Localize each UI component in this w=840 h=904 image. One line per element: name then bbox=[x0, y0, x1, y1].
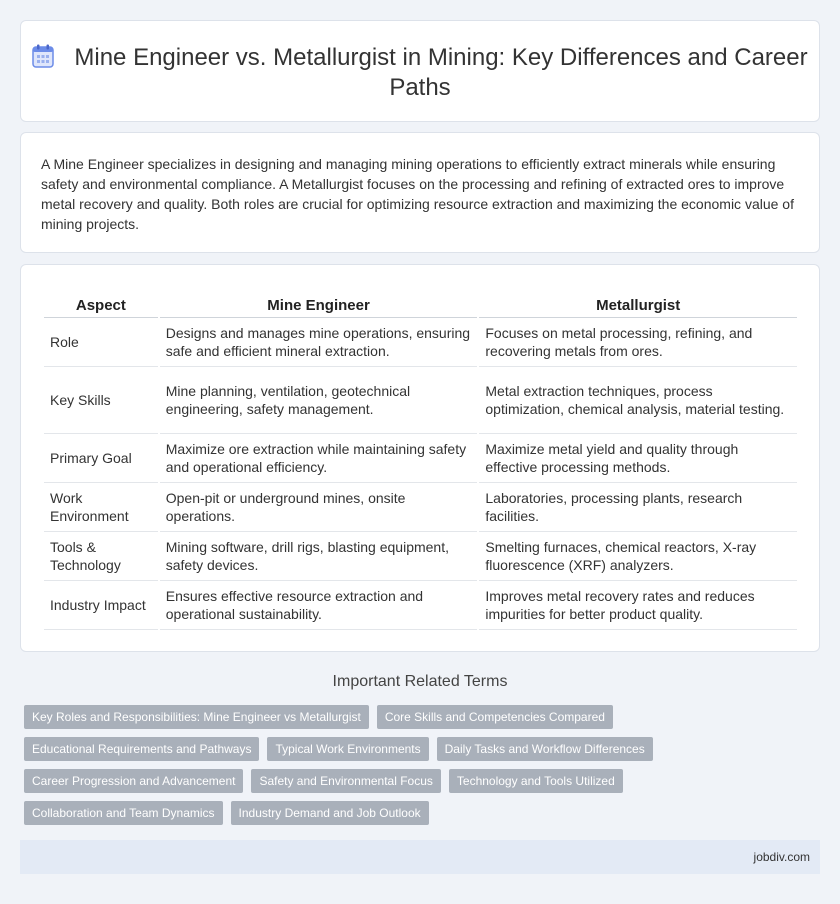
row-aspect: Primary Goal bbox=[44, 434, 158, 483]
tag-row bbox=[24, 705, 824, 729]
intro-card bbox=[20, 132, 820, 253]
related-tag[interactable]: Educational Requirements and Pathways bbox=[24, 737, 259, 761]
table-row bbox=[44, 367, 797, 434]
table-row bbox=[44, 483, 797, 532]
related-tag[interactable]: Collaboration and Team Dynamics bbox=[24, 801, 223, 825]
row-metallurgist: Focuses on metal processing, refining, and recovering metals from ores. bbox=[479, 318, 797, 367]
related-tag[interactable]: Technology and Tools Utilized bbox=[449, 769, 623, 793]
calendar-icon bbox=[32, 44, 54, 68]
row-aspect: Work Environment bbox=[44, 483, 158, 532]
row-mine-engineer: Designs and manages mine operations, ensuring safe and efficient mineral extraction. bbox=[160, 318, 478, 367]
header-metallurgist: Metallurgist bbox=[479, 294, 797, 318]
footer-site-link[interactable]: jobdiv.com bbox=[753, 850, 810, 864]
related-tag[interactable]: Key Roles and Responsibilities: Mine Engineer vs Metallurgist bbox=[24, 705, 369, 729]
table-header-row bbox=[44, 294, 797, 318]
table-row bbox=[44, 581, 797, 630]
related-tag[interactable]: Industry Demand and Job Outlook bbox=[231, 801, 429, 825]
tag-row bbox=[24, 801, 824, 825]
row-mine-engineer: Open-pit or underground mines, onsite operations. bbox=[160, 483, 478, 532]
related-tag[interactable]: Core Skills and Competencies Compared bbox=[377, 705, 613, 729]
header-mine-engineer: Mine Engineer bbox=[160, 294, 478, 318]
table-row bbox=[44, 532, 797, 581]
related-tags bbox=[24, 705, 824, 833]
row-aspect: Key Skills bbox=[44, 367, 158, 434]
row-mine-engineer: Ensures effective resource extraction and operational sustainability. bbox=[160, 581, 478, 630]
comparison-card bbox=[20, 264, 820, 652]
related-tag[interactable]: Typical Work Environments bbox=[267, 737, 428, 761]
row-aspect: Role bbox=[44, 318, 158, 367]
title-wrap bbox=[21, 43, 819, 103]
row-aspect: Industry Impact bbox=[44, 581, 158, 630]
row-aspect: Tools & Technology bbox=[44, 532, 158, 581]
row-mine-engineer: Mining software, drill rigs, blasting equipment, safety devices. bbox=[160, 532, 478, 581]
row-metallurgist: Maximize metal yield and quality through effective processing methods. bbox=[479, 434, 797, 483]
comparison-table bbox=[42, 294, 799, 630]
row-metallurgist: Smelting furnaces, chemical reactors, X-ray fluorescence (XRF) analyzers. bbox=[479, 532, 797, 581]
row-metallurgist: Laboratories, processing plants, research facilities. bbox=[479, 483, 797, 532]
header-aspect: Aspect bbox=[44, 294, 158, 318]
related-tag[interactable]: Daily Tasks and Workflow Differences bbox=[437, 737, 653, 761]
related-tag[interactable]: Safety and Environmental Focus bbox=[251, 769, 440, 793]
page-title: Mine Engineer vs. Metallurgist in Mining: Key Differences and Career Paths bbox=[74, 44, 808, 101]
footer bbox=[20, 840, 820, 874]
tag-row bbox=[24, 769, 824, 793]
header-card bbox=[20, 20, 820, 122]
row-metallurgist: Improves metal recovery rates and reduces impurities for better product quality. bbox=[479, 581, 797, 630]
related-terms-title: Important Related Terms bbox=[332, 673, 508, 690]
row-mine-engineer: Maximize ore extraction while maintaining safety and operational efficiency. bbox=[160, 434, 478, 483]
row-metallurgist: Metal extraction techniques, process optimization, chemical analysis, material testing. bbox=[479, 367, 797, 434]
intro-text: A Mine Engineer specializes in designing and managing mining operations to efficiently extract minerals while ensuring safety and environmental compliance. A Metallurgist focuses on the processing and refining of extracted ores to improve metal recovery and quality. Both roles are crucial for optimizing resource extraction and maximizing the economic value of mining projects. bbox=[41, 156, 794, 232]
table-row bbox=[44, 434, 797, 483]
row-mine-engineer: Mine planning, ventilation, geotechnical engineering, safety management. bbox=[160, 367, 478, 434]
table-row bbox=[44, 318, 797, 367]
related-tag[interactable]: Career Progression and Advancement bbox=[24, 769, 243, 793]
tag-row bbox=[24, 737, 824, 761]
